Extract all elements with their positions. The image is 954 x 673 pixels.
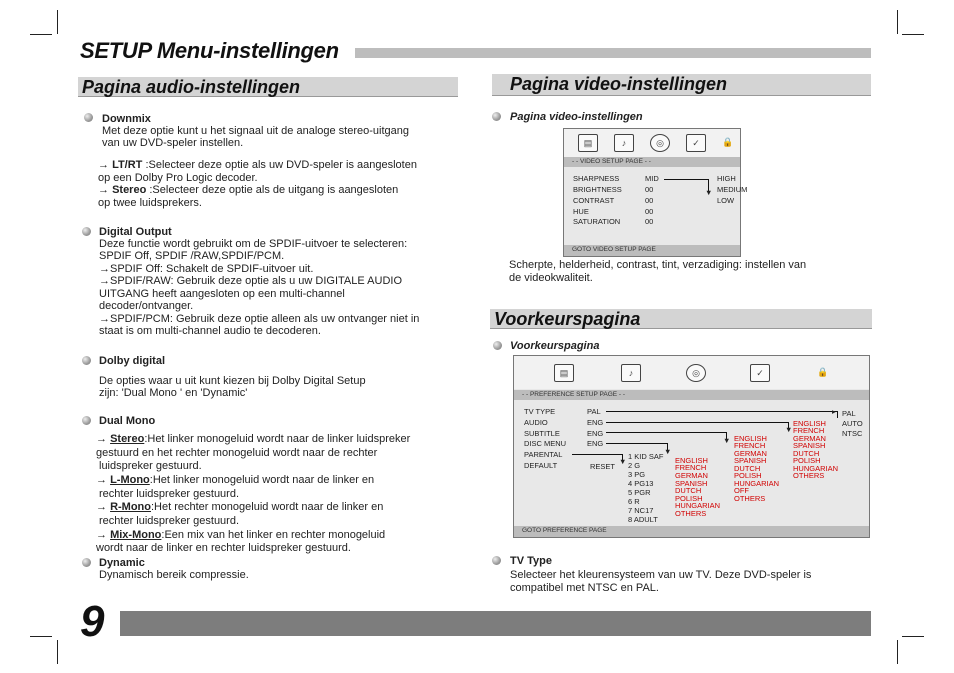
stereo-line (98, 184, 398, 197)
pref-value: ENG (587, 439, 604, 448)
video-desc: de videokwaliteit. (509, 272, 593, 284)
ltrt-text: :Selecteer deze optie als uw DVD-speler is aangesloten (142, 159, 417, 171)
lmono-label: L-Mono (110, 474, 150, 486)
page-title: SETUP Menu-instellingen (80, 38, 339, 63)
dynamic-title: Dynamic (99, 557, 145, 569)
digital-line: staat is om multi-channel audio te decoderen. (99, 325, 321, 337)
crop-mark (30, 34, 52, 35)
pref-value: ENG (587, 429, 604, 438)
pref-label: TV TYPE (524, 407, 556, 416)
disc-lang: SPANISH (734, 456, 767, 465)
parental-level: 2 G (628, 461, 641, 470)
audio-lang: FRENCH (675, 463, 707, 472)
bullet-icon (492, 112, 501, 121)
stereo-text: :Selecteer deze optie als de uitgang is aangesloten (146, 184, 399, 196)
crop-mark (30, 636, 52, 637)
dm-stereo-line (96, 433, 410, 446)
audio-setup-icon: ♪ (614, 134, 634, 152)
crop-mark (902, 34, 924, 35)
subtitle-lang: ENGLISH (793, 419, 826, 428)
setting-label: BRIGHTNESS (573, 185, 622, 194)
lmono-line (96, 474, 374, 487)
mixmono-label: Mix-Mono (110, 529, 162, 541)
video-section-heading: Pagina video-instellingen (492, 74, 871, 96)
dolby-title: Dolby digital (99, 355, 165, 367)
digital-line: Deze functie wordt gebruikt om de SPDIF-uitvoer te selecteren: (99, 238, 408, 250)
pref-label: DEFAULT (524, 461, 558, 470)
arrow-down-icon: ▼ (664, 447, 672, 456)
option-value: LOW (717, 196, 735, 205)
pref-value: RESET (590, 462, 616, 471)
ltrt-label: LT/RT (112, 159, 143, 171)
audio-lang: HUNGARIAN (675, 501, 721, 510)
setting-value: 00 (645, 217, 654, 226)
disc-lang: GERMAN (734, 449, 767, 458)
setting-value: 00 (645, 185, 654, 194)
disc-lang: FRENCH (734, 441, 766, 450)
arrow-down-icon: ▼ (723, 436, 731, 445)
audio-setup-icon: ♪ (621, 364, 641, 382)
arrow-right-icon: → (98, 184, 109, 196)
dm-stereo-text: :Het linker monogeluid wordt naar de linker luidspreker (144, 433, 411, 445)
audio-lang: OTHERS (675, 509, 707, 518)
mixmono-line (96, 529, 385, 542)
bullet-icon (82, 558, 91, 567)
connector-line (837, 411, 838, 418)
parental-level: 1 KID SAF (628, 452, 664, 461)
subtitle-lang: DUTCH (793, 449, 820, 458)
audio-lang: POLISH (675, 494, 703, 503)
tvtype-title: TV Type (510, 555, 552, 567)
subtitle-lang: OTHERS (793, 471, 825, 480)
arrow-down-icon: ▼ (785, 425, 793, 434)
setting-label: SATURATION (573, 217, 621, 226)
screen-header: - - PREFERENCE SETUP PAGE - - (514, 390, 869, 400)
dm-stereo-line: gestuurd en het rechter monogeluid wordt naar de rechter (96, 447, 378, 459)
pref-label: DISC MENU (524, 439, 567, 448)
dynamic-line: Dynamisch bereik compressie. (99, 569, 249, 581)
tv-option: NTSC (842, 429, 863, 438)
crop-mark (57, 10, 58, 34)
crop-mark (897, 10, 898, 34)
dolby-icon: ◎ (650, 134, 670, 152)
tv-option: PAL (842, 409, 856, 418)
crop-mark (902, 636, 924, 637)
digital-line: →SPDIF/RAW: Gebruik deze optie als u uw DIGITALE AUDIO (99, 275, 403, 287)
screen-footer: GOTO VIDEO SETUP PAGE (564, 245, 740, 256)
subtitle-lang: POLISH (793, 456, 821, 465)
connector-line (606, 443, 667, 444)
screen-footer: GOTO PREFERENCE PAGE (514, 526, 869, 537)
connector-line (572, 454, 622, 455)
bullet-icon (492, 556, 501, 565)
arrow-right-icon: → (96, 501, 107, 513)
option-value: MEDIUM (717, 185, 748, 194)
footer-bar (120, 611, 871, 636)
tvtype-line: compatibel met NTSC en PAL. (510, 582, 659, 594)
setting-label: CONTRAST (573, 196, 615, 205)
audio-lang: GERMAN (675, 471, 708, 480)
connector-line (606, 432, 726, 433)
disc-lang: HUNGARIAN (734, 479, 780, 488)
disc-lang: ENGLISH (734, 434, 767, 443)
connector-line (664, 179, 708, 180)
video-setup-icon: ✓ (750, 364, 770, 382)
bullet-icon (493, 341, 502, 350)
rmono-line (96, 501, 383, 514)
dolby-icon: ◎ (686, 364, 706, 382)
disc-lang: OTHERS (734, 494, 766, 503)
disc-lang: DUTCH (734, 464, 761, 473)
general-setup-icon: ▤ (554, 364, 574, 382)
parental-level: 5 PGR (628, 488, 651, 497)
pref-label: AUDIO (524, 418, 548, 427)
arrow-down-icon: ▼ (705, 188, 713, 197)
general-setup-icon: ▤ (578, 134, 598, 152)
arrow-right-icon: → (96, 433, 107, 445)
bullet-icon (82, 416, 91, 425)
downmix-line: van uw DVD-speler instellen. (102, 137, 244, 149)
audio-lang: ENGLISH (675, 456, 708, 465)
parental-level: 3 PG (628, 470, 646, 479)
parental-level: 4 PG13 (628, 479, 654, 488)
page-number: 9 (80, 597, 105, 646)
stereo-line: op twee luidsprekers. (98, 197, 202, 209)
digital-line: SPDIF Off, SPDIF /RAW,SPDIF/PCM. (99, 250, 285, 262)
parental-level: 7 NC17 (628, 506, 654, 515)
preference-section-heading: Voorkeurspagina (490, 309, 872, 329)
subtitle-lang: FRENCH (793, 426, 825, 435)
rmono-line: rechter luidspreker gestuurd. (99, 515, 240, 527)
arrow-right-icon: ▸ (832, 407, 836, 416)
video-desc: Scherpte, helderheid, contrast, tint, verzadiging: instellen van (509, 259, 807, 271)
setting-label: HUE (573, 207, 589, 216)
digital-title: Digital Output (99, 226, 172, 238)
rmono-text: :Het rechter monogeluid wordt naar de linker en (151, 501, 384, 513)
video-setup-icon: ✓ (686, 134, 706, 152)
arrow-right-icon: → (98, 159, 109, 171)
pref-value: ENG (587, 418, 604, 427)
parental-level: 8 ADULT (628, 515, 658, 524)
mixmono-text: :Een mix van het linker en rechter monogeluid (161, 529, 386, 541)
digital-line: →SPDIF Off: Schakelt de SPDIF-uitvoer uit. (99, 263, 314, 275)
setting-label: SHARPNESS (573, 174, 620, 183)
digital-line: →SPDIF/PCM: Gebruik deze optie alleen als uw ontvanger niet in (99, 313, 420, 325)
option-value: HIGH (717, 174, 736, 183)
tvtype-line: Selecteer het kleurensysteem van uw TV. Deze DVD-speler is (510, 569, 812, 581)
setting-value: 00 (645, 196, 654, 205)
downmix-title: Downmix (102, 113, 151, 125)
disc-lang: OFF (734, 486, 749, 495)
dolby-line: De opties waar u uit kunt kiezen bij Dolby Digital Setup (99, 375, 366, 387)
video-setup-screen (563, 128, 748, 257)
mixmono-line: wordt naar de linker en rechter luidspreker gestuurd. (96, 542, 351, 554)
bullet-icon (82, 227, 91, 236)
menu-icon-row (564, 129, 740, 157)
crop-mark (57, 640, 58, 664)
ltrt-line (98, 159, 417, 172)
bullet-icon (84, 113, 93, 122)
screen-header: - - VIDEO SETUP PAGE - - (564, 157, 740, 167)
subtitle-lang: SPANISH (793, 441, 826, 450)
video-sub-title: Pagina video-instellingen (510, 111, 643, 123)
pref-label: SUBTITLE (524, 429, 560, 438)
audio-lang: DUTCH (675, 486, 702, 495)
lmono-text: :Het linker monogeluid wordt naar de linker en (149, 474, 375, 486)
lock-icon: 🔒 (817, 367, 829, 377)
bullet-icon (82, 356, 91, 365)
stereo-label: Stereo (112, 184, 147, 196)
digital-line: decoder/ontvanger. (99, 300, 194, 312)
lock-icon: 🔒 (722, 137, 734, 147)
menu-icon-row (514, 356, 869, 389)
subtitle-lang: HUNGARIAN (793, 464, 839, 473)
subtitle-lang: GERMAN (793, 434, 826, 443)
tv-option: AUTO (842, 419, 863, 428)
crop-mark (897, 640, 898, 664)
preference-setup-screen (513, 355, 870, 538)
parental-level: 6 R (628, 497, 640, 506)
dolby-line: zijn: 'Dual Mono ' en 'Dynamic' (99, 387, 248, 399)
arrow-right-icon: → (96, 474, 107, 486)
dm-stereo-label: Stereo (110, 433, 145, 445)
title-bar (355, 48, 871, 58)
dm-stereo-line: luidspreker gestuurd. (99, 460, 202, 472)
arrow-down-icon: ▼ (619, 457, 627, 466)
rmono-label: R-Mono (110, 501, 151, 513)
ltrt-line: op een Dolby Pro Logic decoder. (98, 172, 258, 184)
pref-value: PAL (587, 407, 601, 416)
preference-sub-title: Voorkeurspagina (510, 340, 600, 352)
audio-lang: SPANISH (675, 479, 708, 488)
connector-line (606, 411, 837, 412)
arrow-right-icon: → (96, 529, 107, 541)
lmono-line: rechter luidspreker gestuurd. (99, 488, 240, 500)
connector-line (606, 422, 788, 423)
dual-mono-title: Dual Mono (99, 415, 156, 427)
setting-value: 00 (645, 207, 654, 216)
disc-lang: POLISH (734, 471, 762, 480)
digital-line: UITGANG heeft aangesloten op een multi-channel (99, 288, 345, 300)
pref-label: PARENTAL (524, 450, 563, 459)
downmix-line: Met deze optie kunt u het signaal uit de analoge stereo-uitgang (102, 125, 409, 137)
setting-value: MID (645, 174, 659, 183)
audio-section-heading: Pagina audio-instellingen (78, 77, 458, 97)
